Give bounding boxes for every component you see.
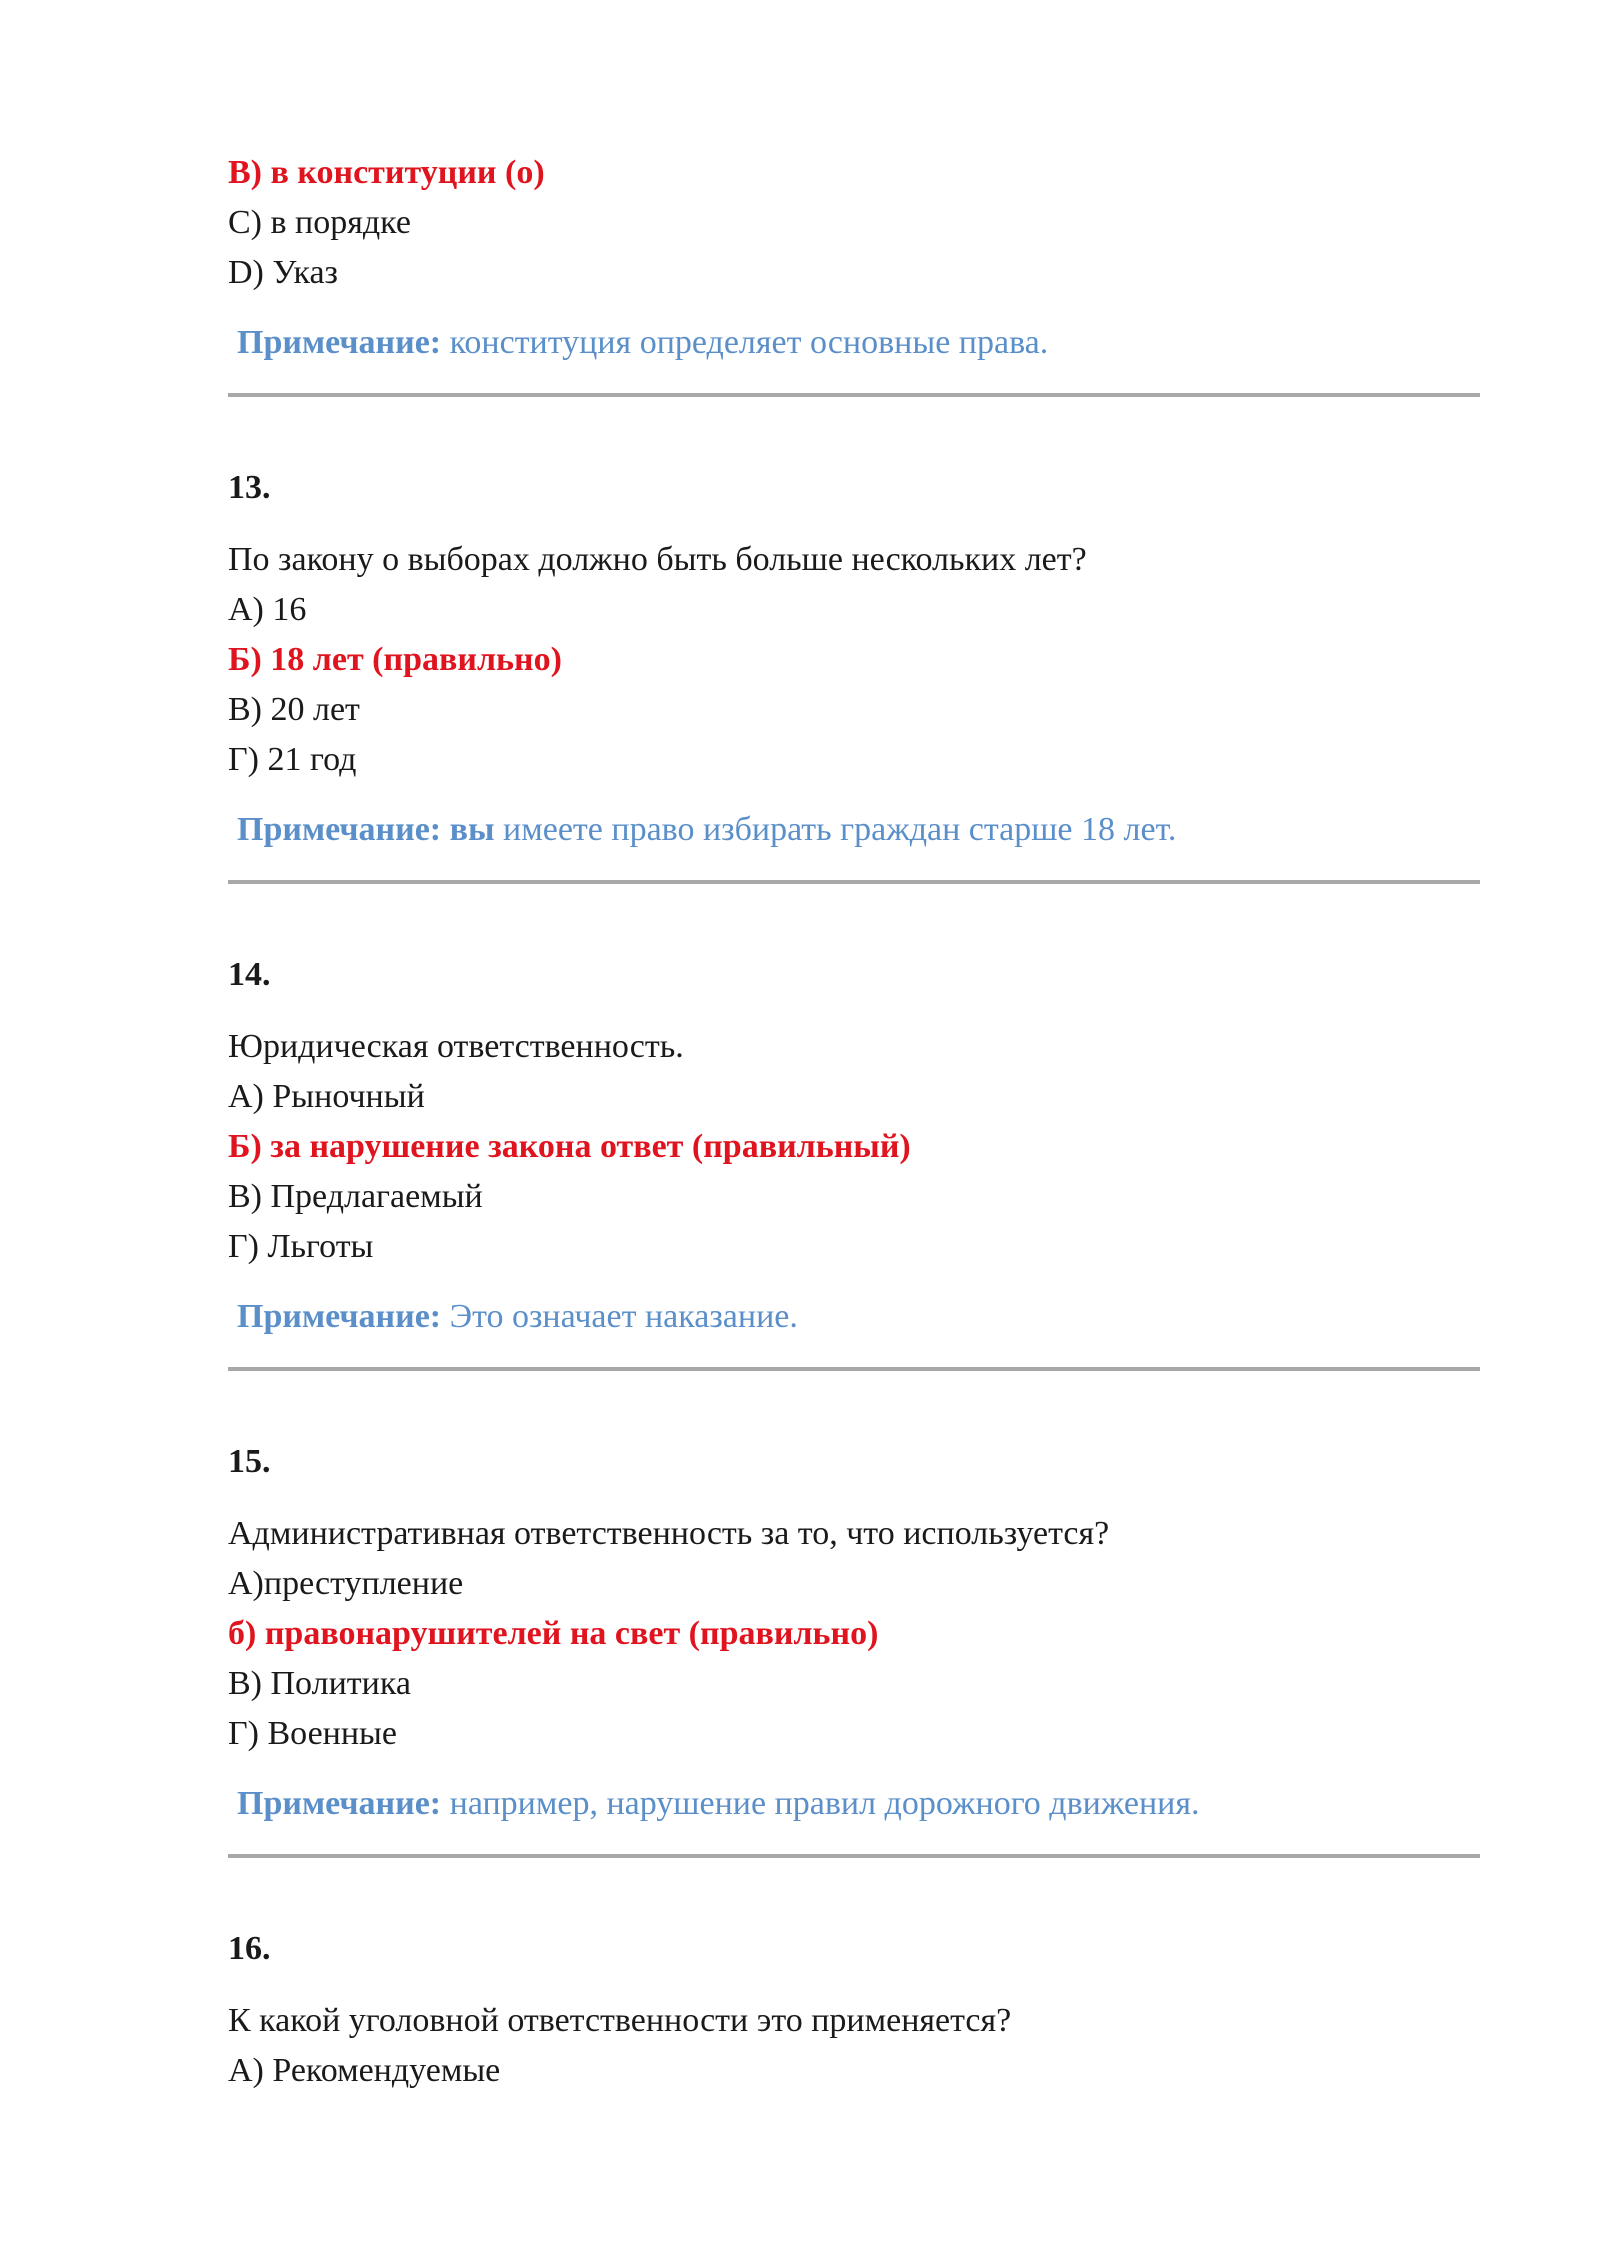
answer-option: C) в порядке	[228, 204, 411, 241]
note	[228, 1292, 1480, 1342]
question-number: 14.	[228, 956, 271, 993]
question-14	[228, 950, 1480, 1371]
answer-option: Г) Военные	[228, 1715, 397, 1752]
note-label: Примечание: вы	[237, 811, 495, 848]
document-page	[228, 148, 1480, 2096]
question-15	[228, 1437, 1480, 1858]
note	[228, 1779, 1480, 1829]
question-text: К какой уголовной ответственности это применяется?	[228, 2002, 1012, 2039]
note	[228, 318, 1480, 368]
question-12-tail	[228, 148, 1480, 397]
note-text: конституция определяет основные права.	[441, 324, 1049, 361]
question-text: Юридическая ответственность.	[228, 1028, 684, 1065]
note	[228, 805, 1480, 855]
note-text: Это означает наказание.	[441, 1298, 798, 1335]
answer-option: А) Рыночный	[228, 1078, 425, 1115]
answer-option: А) 16	[228, 591, 307, 628]
divider	[228, 393, 1480, 397]
answer-option: А) Рекомендуемые	[228, 2052, 501, 2089]
note-label: Примечание:	[237, 1785, 442, 1822]
divider	[228, 880, 1480, 884]
answer-option-correct: б) правонарушителей на свет (правильно)	[228, 1615, 879, 1652]
answer-option: В) Предлагаемый	[228, 1178, 483, 1215]
answer-option-correct: Б) 18 лет (правильно)	[228, 641, 562, 678]
note-label: Примечание:	[237, 324, 442, 361]
answer-option-correct: Б) за нарушение закона ответ (правильный)	[228, 1128, 911, 1165]
note-text: имеете право избирать граждан старше 18 лет.	[494, 811, 1177, 848]
answer-option: Г) Льготы	[228, 1228, 374, 1265]
answer-option-correct: B) в конституции (о)	[228, 154, 545, 191]
question-text: По закону о выборах должно быть больше нескольких лет?	[228, 541, 1087, 578]
note-label: Примечание:	[237, 1298, 442, 1335]
answer-option: А)преступление	[228, 1565, 464, 1602]
question-text: Административная ответственность за то, что используется?	[228, 1515, 1110, 1552]
answer-option: D) Указ	[228, 254, 338, 291]
answer-option: Г) 21 год	[228, 741, 357, 778]
note-text: например, нарушение правил дорожного движения.	[441, 1785, 1200, 1822]
divider	[228, 1854, 1480, 1858]
answer-option: В) Политика	[228, 1665, 411, 1702]
divider	[228, 1367, 1480, 1371]
question-16	[228, 1924, 1480, 2096]
question-number: 13.	[228, 469, 271, 506]
question-13	[228, 463, 1480, 884]
question-number: 16.	[228, 1930, 271, 1967]
answer-option: В) 20 лет	[228, 691, 360, 728]
question-number: 15.	[228, 1443, 271, 1480]
